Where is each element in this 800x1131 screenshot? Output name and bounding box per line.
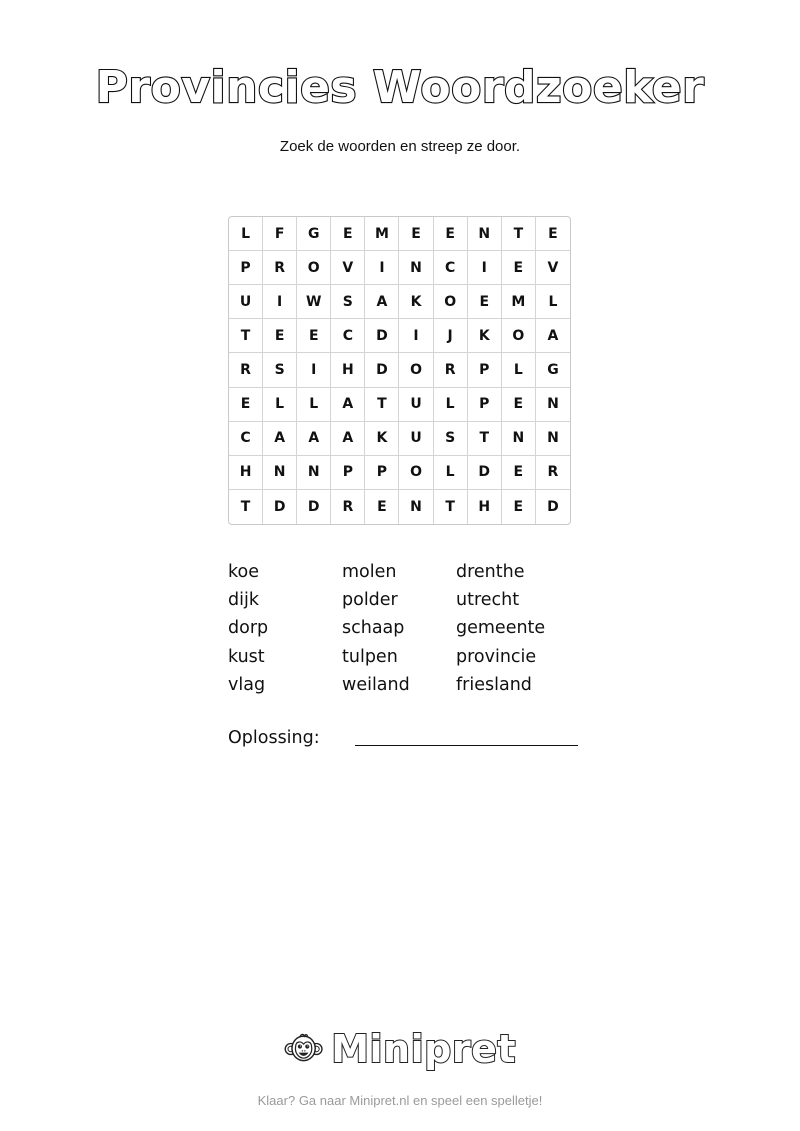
grid-cell: R: [536, 456, 570, 490]
grid-cell: K: [365, 422, 399, 456]
solution-answer-line: [355, 745, 578, 746]
grid-cell: J: [434, 319, 468, 353]
grid-cell: L: [502, 353, 536, 387]
word-item: tulpen: [342, 646, 398, 667]
word-item: weiland: [342, 674, 410, 695]
grid-cell: M: [502, 285, 536, 319]
minipret-logo: [284, 1020, 516, 1078]
grid-cell: O: [297, 251, 331, 285]
grid-cell: K: [468, 319, 502, 353]
grid-cell: P: [229, 251, 263, 285]
grid-cell: R: [263, 251, 297, 285]
grid-cell: V: [536, 251, 570, 285]
word-item: polder: [342, 590, 398, 611]
word-item: dijk: [228, 590, 259, 611]
grid-cell: E: [468, 285, 502, 319]
grid-cell: R: [434, 353, 468, 387]
grid-cell: N: [502, 422, 536, 456]
grid-cell: A: [331, 388, 365, 422]
grid-cell: R: [229, 353, 263, 387]
grid-cell: T: [502, 217, 536, 251]
grid-cell: E: [365, 490, 399, 524]
grid-cell: H: [229, 456, 263, 490]
monkey-icon: [284, 1021, 323, 1077]
grid-cell: H: [331, 353, 365, 387]
word-item: schaap: [342, 618, 405, 639]
grid-cell: D: [365, 353, 399, 387]
grid-cell: L: [434, 456, 468, 490]
grid-cell: T: [229, 490, 263, 524]
grid-cell: N: [399, 490, 433, 524]
grid-cell: E: [263, 319, 297, 353]
grid-cell: I: [297, 353, 331, 387]
solution-label: Oplossing:: [228, 728, 320, 748]
grid-cell: C: [331, 319, 365, 353]
grid-cell: N: [468, 217, 502, 251]
grid-cell: D: [365, 319, 399, 353]
grid-cell: O: [502, 319, 536, 353]
grid-cell: E: [536, 217, 570, 251]
grid-cell: A: [536, 319, 570, 353]
grid-cell: E: [502, 456, 536, 490]
grid-cell: C: [229, 422, 263, 456]
grid-cell: S: [434, 422, 468, 456]
grid-cell: M: [365, 217, 399, 251]
grid-cell: E: [502, 490, 536, 524]
word-item: koe: [228, 562, 259, 582]
grid-cell: T: [468, 422, 502, 456]
instructions: Zoek de woorden en streep ze door.: [279, 138, 521, 155]
grid-cell: A: [331, 422, 365, 456]
grid-cell: L: [229, 217, 263, 251]
grid-cell: E: [399, 217, 433, 251]
word-item: dorp: [228, 618, 269, 639]
grid-cell: P: [365, 456, 399, 490]
grid-cell: S: [331, 285, 365, 319]
grid-cell: E: [229, 388, 263, 422]
grid-cell: D: [263, 490, 297, 524]
grid-cell: W: [297, 285, 331, 319]
grid-cell: T: [434, 490, 468, 524]
grid-cell: E: [502, 251, 536, 285]
grid-cell: E: [502, 388, 536, 422]
grid-cell: U: [399, 422, 433, 456]
grid-cell: P: [468, 388, 502, 422]
grid-cell: N: [536, 388, 570, 422]
grid-cell: N: [263, 456, 297, 490]
grid-cell: A: [365, 285, 399, 319]
word-item: drenthe: [456, 562, 525, 582]
grid-cell: I: [263, 285, 297, 319]
grid-cell: K: [399, 285, 433, 319]
grid-cell: L: [536, 285, 570, 319]
grid-cell: I: [399, 319, 433, 353]
grid-cell: N: [399, 251, 433, 285]
grid-cell: T: [365, 388, 399, 422]
logo-wordmark: Minipret: [331, 1027, 516, 1071]
grid-cell: E: [434, 217, 468, 251]
grid-cell: G: [536, 353, 570, 387]
grid-cell: N: [297, 456, 331, 490]
grid-cell: R: [331, 490, 365, 524]
grid-cell: A: [297, 422, 331, 456]
grid-cell: P: [331, 456, 365, 490]
grid-cell: D: [297, 490, 331, 524]
grid-cell: D: [468, 456, 502, 490]
grid-cell: N: [536, 422, 570, 456]
grid-cell: A: [263, 422, 297, 456]
word-item: utrecht: [456, 590, 520, 611]
grid-cell: F: [263, 217, 297, 251]
grid-cell: E: [297, 319, 331, 353]
grid-cell: L: [434, 388, 468, 422]
word-item: molen: [342, 562, 397, 582]
grid-cell: O: [399, 353, 433, 387]
footer-text: Klaar? Ga naar Minipret.nl en speel een spelletje!: [257, 1093, 543, 1108]
grid-cell: U: [399, 388, 433, 422]
grid-cell: V: [331, 251, 365, 285]
grid-cell: D: [547, 498, 559, 515]
word-search-grid: [228, 216, 571, 525]
grid-cell: S: [263, 353, 297, 387]
page-title: Provincies Woordzoeker: [95, 62, 705, 113]
grid-cell: E: [331, 217, 365, 251]
grid-cell: T: [229, 319, 263, 353]
grid-cell: O: [434, 285, 468, 319]
grid-cell: P: [468, 353, 502, 387]
word-item: vlag: [228, 674, 266, 695]
word-item: gemeente: [456, 618, 546, 639]
grid-cell: G: [297, 217, 331, 251]
grid-cell: I: [365, 251, 399, 285]
word-item: kust: [228, 646, 265, 667]
grid-cell: H: [468, 490, 502, 524]
word-item: provincie: [456, 646, 537, 667]
word-item: friesland: [456, 674, 532, 695]
grid-cell: C: [434, 251, 468, 285]
word-list: [228, 558, 588, 699]
grid-cell: I: [468, 251, 502, 285]
grid-cell: L: [297, 388, 331, 422]
grid-cell: L: [263, 388, 297, 422]
grid-cell: U: [229, 285, 263, 319]
grid-cell: O: [399, 456, 433, 490]
